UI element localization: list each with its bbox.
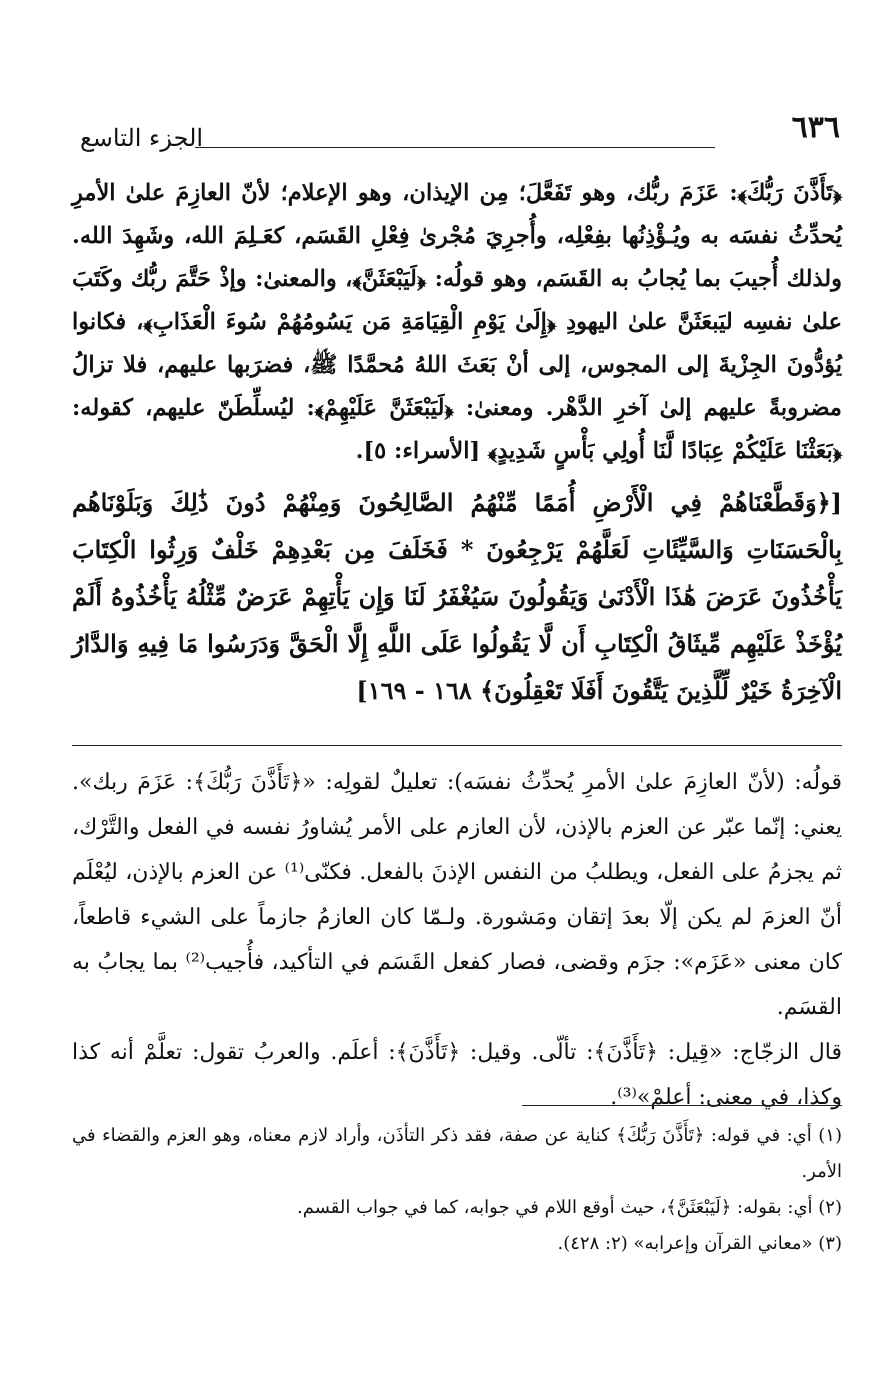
footnote-3: (٣) «معاني القرآن وإعرابه» (٢: ٤٢٨).	[557, 1233, 842, 1254]
footnote-2: (٢) أي: بقوله: ﴿لَيَبْعَثَنَّ﴾، حيث أوقع اللام في جوابه، كما في جواب القسم.	[297, 1197, 842, 1218]
part-title: الجزء التاسع	[80, 124, 204, 152]
header-rule	[195, 147, 715, 148]
quran-verse-block: [﴿وَقَطَّعْنَاهُمْ فِي الْأَرْضِ أُمَمًا مِّنْهُمُ الصَّالِحُونَ وَمِنْهُمْ دُونَ ذَٰلِكَ وَبَلَوْنَاهُم بِالْحَسَنَاتِ وَالسَّيِّئَاتِ لَعَلَّهُمْ يَرْجِعُونَ * فَخَلَفَ مِن بَعْدِهِمْ خَلْفٌ وَرِثُوا الْكِتَابَ يَأْخُذُونَ عَرَضَ هَٰذَا الْأَدْنَىٰ وَيَقُولُونَ سَيُغْفَرُ لَنَا وَإِن يَأْتِهِمْ عَرَضٌ مِّثْلُهُ يَأْخُذُوهُ أَلَمْ يُؤْخَذْ عَلَيْهِم مِّيثَاقُ الْكِتَابِ أَن لَّا يَقُولُوا عَلَى اللَّهِ إِلَّا الْحَقَّ وَدَرَسُوا مَا فِيهِ وَالدَّارُ الْآخِرَةُ خَيْرٌ لِّلَّذِينَ يَتَّقُونَ أَفَلَا تَعْقِلُونَ﴾ ١٦٨ - ١٦٩]	[72, 488, 842, 705]
commentary	[72, 760, 842, 1120]
commentary-paragraph: قال الزجّاج: «قِيل: ﴿تَأَذَّنَ﴾: تألّى. وقيل: ﴿تَأَذَّنَ﴾: أعلَم. والعربُ تقول: تعلَّمْ أنه كذا وكذا، في معنى: أعلمْ»⁽³⁾.	[72, 1040, 842, 1110]
page-number: ٦٣٦	[791, 110, 840, 145]
main-text	[72, 172, 842, 714]
footnote-divider	[522, 1105, 842, 1106]
footnote-1: (١) أي: في قوله: ﴿تَأَذَّنَ رَبُّكَ﴾ كناية عن صفة، فقد ذكر التأذَن، وأراد لازم معناه، وهو العزم والقضاء في الأمر.	[72, 1125, 842, 1182]
commentary-paragraph: قولُه: (لأنّ العازِمَ علىٰ الأمرِ يُحدِّثُ نفسَه): تعليلٌ لقولِه: «﴿تَأَذَّنَ رَبُّكَ﴾: عَزَمَ ربك». يعني: إنّما عبّر عن العزم بالإذن، لأن العازم على الأمر يُشاورُ نفسه في الفعل والتَّرْك، ثم يجزمُ على الفعل، ويطلبُ من النفس الإذنَ بالفعل. فكنّى⁽¹⁾ عن العزم بالإذن، ليُعْلَم أنّ العزمَ لم يكن إلّا بعدَ إتقان ومَشورة. ولـمّا كان العازمُ جازماً على الشيء قاطعاً، كان معنى «عَزَم»: جزَم وقضى، فصار كفعل القَسَم في التأكيد، فأُجيب⁽²⁾ بما يجابُ به القسَم.	[72, 770, 843, 1020]
section-divider	[72, 745, 842, 746]
page-header	[80, 110, 840, 160]
footnotes	[72, 1118, 842, 1262]
main-paragraph: ﴿تَأَذَّنَ رَبُّكَ﴾: عَزَمَ ربُّك، وهو تَفَعَّلَ؛ مِن الإيذان، وهو الإعلام؛ لأنّ العازِمَ علىٰ الأمرِ يُحدِّثُ نفسَه به ويُـؤْذِنُها بفِعْلِه، وأُجرِيَ مُجْرىٰ فِعْلِ القَسَم، كعَـلِمَ الله، وشَهِدَ الله. ولذلك أُجيبَ بما يُجابُ به القَسَم، وهو قولُه: ﴿لَيَبْعَثَنَّ﴾، والمعنىٰ: وإذْ حَتَّمَ ربُّك وكَتَبَ علىٰ نفسِه ليَبعَثَنَّ علىٰ اليهودِ ﴿إِلَىٰ يَوْمِ الْقِيَامَةِ مَن يَسُومُهُمْ سُوءَ الْعَذَابِ﴾، فكانوا يُؤدُّونَ الجِزْيةَ إلى المجوس، إلى أنْ بَعَثَ اللهُ مُحمَّدًا ﷺ، فضرَبها عليهم، فلا تزالُ مضروبةً عليهم إلىٰ آخرِ الدَّهْر. ومعنىٰ: ﴿لَيَبْعَثَنَّ عَلَيْهِمْ﴾: ليُسلِّطَنّ عليهم، كقوله: ﴿بَعَثْنَا عَلَيْكُمْ عِبَادًا لَّنَا أُولِي بَأْسٍ شَدِيدٍ﴾ [الأسراء: ٥].	[72, 180, 842, 464]
